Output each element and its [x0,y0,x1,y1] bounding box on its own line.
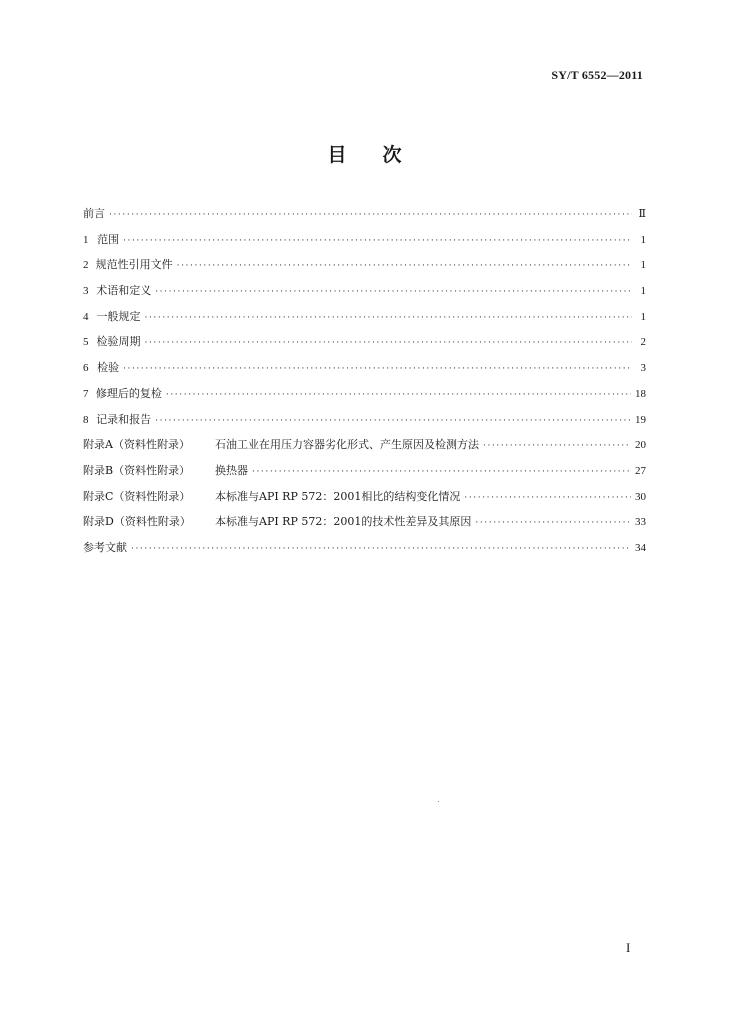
toc-entry-1[interactable] [83,230,646,256]
toc-entry-number: 4 [83,310,89,323]
toc-entry-page: 27 [635,464,646,477]
toc-entry-number: 6 [83,362,89,375]
toc-entry-6[interactable] [83,358,646,384]
toc-entry-foreword[interactable] [83,204,646,230]
toc-entry-number: 2 [83,259,89,272]
toc-entry-7[interactable] [83,384,646,410]
toc-entry-page: 1 [640,310,646,323]
title-char-1: 目 [327,144,347,166]
toc-entry-page: 19 [635,413,646,426]
page-title [0,140,729,167]
appendix-title: 石油工业在用压力容器劣化形式、产生原因及检测方法 [215,438,479,452]
toc-leader-dots [155,282,632,302]
toc-entry-number: 8 [83,413,89,426]
toc-entry-page: Ⅱ [638,208,646,220]
toc-entry-2[interactable] [83,255,646,281]
toc-leader-dots [109,205,632,225]
standard-code: SY/T 6552—2011 [551,68,643,82]
title-char-2: 次 [382,144,402,166]
toc-entry-label: 检验周期 [96,335,141,349]
toc-leader-dots [144,333,632,353]
toc-entry-label: 修理后的复检 [95,386,162,400]
toc-entry-page: 34 [635,541,646,554]
toc-leader-dots [123,231,632,251]
toc-entry-3[interactable] [83,281,646,307]
toc-entry-appendix-c[interactable] [83,487,646,513]
appendix-tag: 附录D（资料性附录） [83,515,191,529]
toc-entry-number: 5 [83,336,89,349]
toc-leader-dots [144,308,632,328]
toc-leader-dots [483,436,631,456]
toc-entry-label: 参考文献 [83,540,127,554]
toc-entry-page: 3 [640,362,646,375]
toc-entry-page: 1 [640,259,646,272]
toc-entry-label: 规范性引用文件 [95,258,173,272]
toc-leader-dots [131,539,631,559]
appendix-title: 换热器 [215,463,248,477]
toc-entry-references[interactable] [83,538,646,564]
toc-entry-page: 1 [640,285,646,298]
appendix-title: 本标准与API RP 572：2001相比的结构变化情况 [215,489,461,503]
toc-entry-page: 2 [640,336,646,349]
toc-entry-label [83,487,464,507]
toc-entry-appendix-a[interactable] [83,435,646,461]
toc-entry-8[interactable] [83,410,646,436]
toc-entry-page: 33 [635,516,646,529]
toc-entry-page: 30 [635,490,646,503]
appendix-tag: 附录C（资料性附录） [83,489,191,503]
toc-entry-label: 记录和报告 [96,412,152,426]
toc-entry-page: 20 [635,439,646,452]
toc-entry-4[interactable] [83,307,646,333]
toc-entry-page: 18 [635,387,646,400]
appendix-tag: 附录A（资料性附录） [83,438,190,452]
toc-entry-5[interactable] [83,332,646,358]
toc-entry-appendix-b[interactable] [83,461,646,487]
page-number: I [626,940,631,955]
toc-entry-label [83,461,252,481]
toc-entry-number: 7 [83,387,89,400]
toc-entry-label: 一般规定 [96,309,141,323]
appendix-title: 本标准与API RP 572：2001的技术性差异及其原因 [215,515,472,529]
toc-entry-label [83,435,483,455]
toc-leader-dots [166,385,631,405]
toc-entry-label: 前言 [83,207,105,220]
toc-entry-label: 范围 [97,232,120,246]
toc-leader-dots [252,462,631,482]
toc-entry-appendix-d[interactable] [83,512,646,538]
toc-leader-dots [123,359,632,379]
toc-leader-dots [177,256,632,276]
toc-entry-label: 术语和定义 [96,284,152,298]
toc-entry-label: 检验 [97,361,120,375]
toc-entry-label [83,512,475,532]
appendix-tag: 附录B（资料性附录） [83,463,191,477]
toc-entry-page: 1 [640,233,646,246]
toc-entry-number: 1 [83,233,89,246]
table-of-contents [83,204,646,564]
toc-leader-dots [155,411,631,431]
toc-leader-dots [464,488,631,508]
toc-entry-number: 3 [83,285,89,298]
scan-speck [438,801,439,802]
toc-leader-dots [475,513,631,533]
